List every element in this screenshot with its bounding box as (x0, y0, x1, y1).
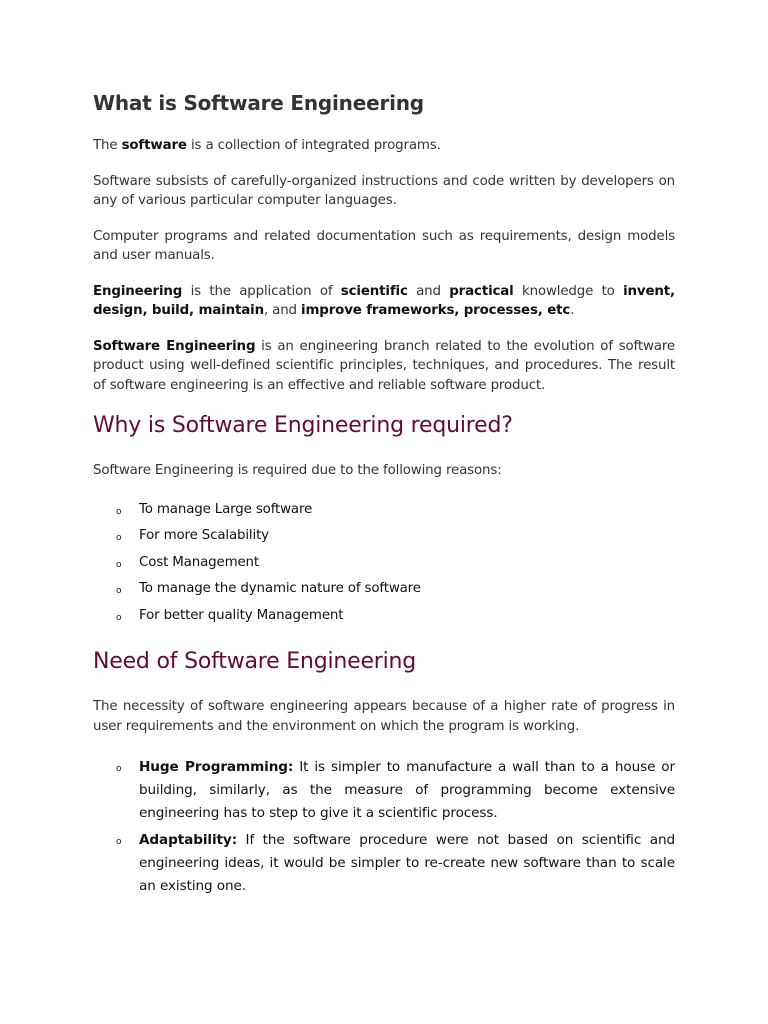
reasons-list (93, 497, 675, 630)
text-span: . (570, 303, 575, 318)
bullet-icon: o (116, 533, 122, 544)
list-item (93, 550, 675, 577)
bullet-icon: o (116, 764, 122, 775)
list-item-text: Cost Management (139, 554, 259, 570)
bold-term-improve: improve frameworks, processes, etc (301, 303, 571, 318)
list-item (93, 497, 675, 524)
bullet-icon: o (116, 612, 122, 623)
text-span: and (407, 283, 450, 299)
text-span: , and (263, 303, 302, 318)
list-item (93, 603, 675, 630)
bullet-icon: o (116, 586, 122, 597)
text-span: The (93, 138, 122, 153)
text-span: is the application of (182, 283, 341, 299)
page-title: What is Software Engineering (93, 91, 424, 115)
need-text: It is simpler to manufacture a wall than to a house or building, similarly, as the measure of programming become extensive engineering has to step to give it a scientific process. (139, 759, 676, 822)
paragraph-engineering-definition (93, 282, 675, 321)
bold-term-software: software (121, 138, 187, 153)
heading-why-required: Why is Software Engineering required? (93, 413, 513, 438)
text-span: is a collection of integrated programs. (186, 138, 441, 153)
paragraph-software-engineering-definition (93, 337, 675, 396)
bullet-icon: o (116, 506, 122, 517)
bullet-icon: o (116, 837, 122, 848)
bold-term-scientific: scientific (340, 283, 408, 299)
list-item-text: For more Scalability (139, 528, 269, 544)
bold-term-invent: invent, design, build, maintain (93, 283, 675, 318)
need-label: Adaptability: (139, 832, 238, 849)
list-item (93, 523, 675, 550)
bold-term-practical: practical (449, 283, 514, 299)
list-item-text: To manage Large software (139, 501, 313, 517)
need-label: Huge Programming: (139, 759, 294, 776)
needs-list (93, 756, 675, 898)
paragraph-why-intro: Software Engineering is required due to the following reasons: (93, 463, 502, 478)
bold-term-engineering: Engineering (93, 283, 183, 299)
need-text: If the software procedure were not based on scientific and engineering ideas, it would be simpler to re-create new software than to scale an existing one. (139, 832, 675, 895)
paragraph-need-intro: The necessity of software engineering appears because of a higher rate of progress in user requirements and the environment on which the program is working. (93, 699, 675, 734)
list-item (93, 829, 675, 898)
paragraph-computer-programs: Computer programs and related documentation such as requirements, design models and user manuals. (93, 228, 675, 263)
text-span: is an engineering branch related to the evolution of software product using well-defined scientific principles, techniques, and procedures. The result of software engineering is an effective and reliable software product. (93, 338, 675, 393)
list-item (93, 756, 675, 825)
list-item-text: For better quality Management (139, 607, 344, 623)
heading-need: Need of Software Engineering (93, 649, 417, 675)
text-span: knowledge to (513, 283, 624, 299)
list-item (93, 576, 675, 603)
paragraph-software-subsists: Software subsists of carefully-organized instructions and code written by developers on any of various particular computer languages. (93, 173, 675, 208)
paragraph-software-definition (93, 136, 675, 156)
bold-term-software-engineering: Software Engineering (93, 338, 256, 354)
list-item-text: To manage the dynamic nature of software (139, 581, 421, 597)
document-page (93, 88, 675, 902)
bullet-icon: o (116, 559, 122, 570)
